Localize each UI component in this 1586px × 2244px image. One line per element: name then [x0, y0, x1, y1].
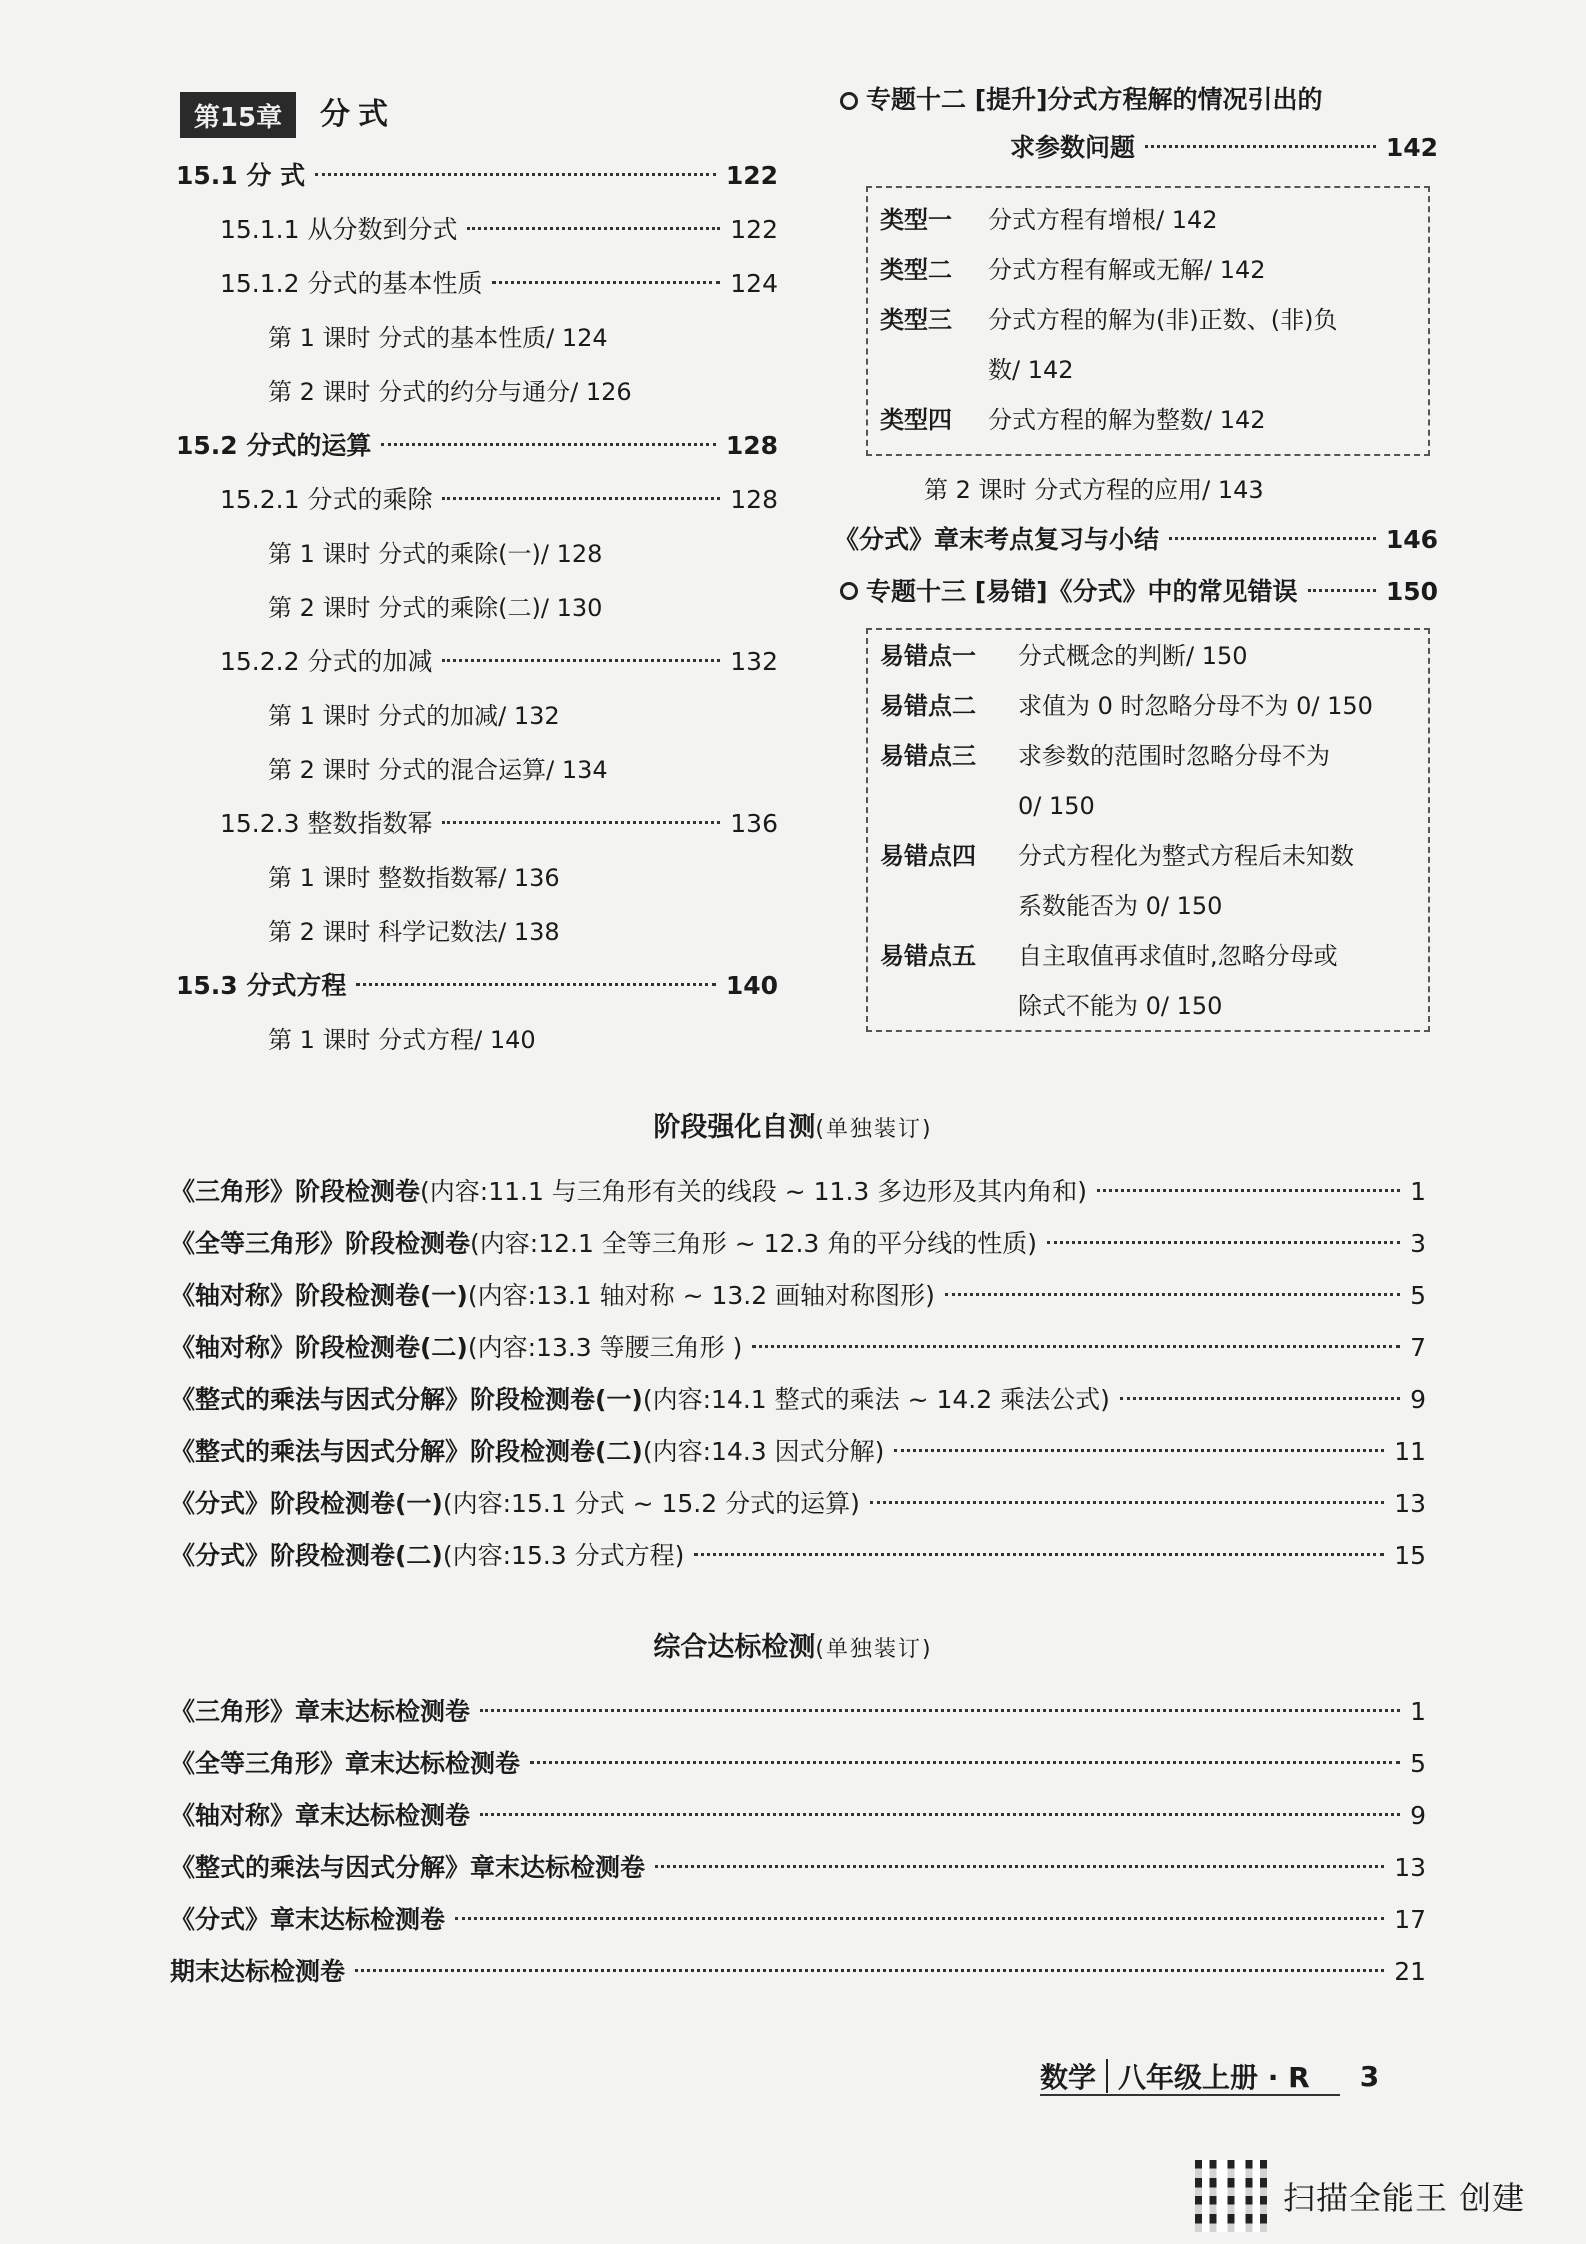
footer-underline	[1040, 2094, 1340, 2096]
toc-lesson[interactable]: 第 2 课时 分式的乘除(二)/ 130	[268, 594, 603, 622]
error-item[interactable]: 易错点三 求参数的范围时忽略分母不为	[880, 742, 1330, 770]
toc-entry[interactable]: 15.1 分 式 122	[176, 161, 778, 190]
toc-entry[interactable]: 15.2 分式的运算 128	[176, 431, 778, 460]
toc-entry[interactable]: 15.1.2 分式的基本性质 124	[220, 269, 778, 298]
toc-entry[interactable]: 15.2.1 分式的乘除 128	[220, 485, 778, 514]
chapter-review[interactable]: 《分式》章末考点复习与小结 146	[834, 525, 1438, 554]
toc-entry[interactable]: 15.1.1 从分数到分式 122	[220, 215, 778, 244]
final-test-entry[interactable]: 《分式》章末达标检测卷 17	[170, 1905, 1426, 1934]
toc-entry[interactable]: 15.3 分式方程 140	[176, 971, 778, 1000]
error-item[interactable]: 易错点二 求值为 0 时忽略分母不为 0/ 150	[880, 692, 1373, 720]
page-footer	[1040, 2056, 1379, 2096]
section-title-comprehensive-tests: 综合达标检测(单独装订)	[653, 1632, 933, 1663]
topic-circle-icon	[840, 582, 858, 600]
stage-test-entry[interactable]: 《轴对称》阶段检测卷(二)(内容:13.3 等腰三角形 ) 7	[170, 1333, 1426, 1362]
stage-test-entry[interactable]: 《三角形》阶段检测卷(内容:11.1 与三角形有关的线段 ~ 11.3 多边形及其内角和) 1	[170, 1177, 1426, 1206]
toc-lesson[interactable]: 第 1 课时 整数指数幂/ 136	[268, 864, 560, 892]
toc-lesson[interactable]: 第 1 课时 分式的乘除(一)/ 128	[268, 540, 603, 568]
toc-lesson[interactable]: 第 2 课时 科学记数法/ 138	[268, 918, 560, 946]
toc-lesson[interactable]: 第 2 课时 分式的约分与通分/ 126	[268, 378, 632, 406]
topic-circle-icon	[840, 92, 858, 110]
type-item[interactable]: 类型三 分式方程的解为(非)正数、(非)负	[880, 306, 1338, 334]
final-test-entry[interactable]: 期末达标检测卷 21	[170, 1957, 1426, 1986]
toc-lesson[interactable]: 第 2 课时 分式的混合运算/ 134	[268, 756, 608, 784]
footer-subject: 数学	[1040, 2061, 1097, 2094]
error-item-continued: 除式不能为 0/ 150	[1018, 992, 1223, 1020]
stage-test-entry[interactable]: 《分式》阶段检测卷(二)(内容:15.3 分式方程) 15	[170, 1541, 1426, 1570]
scanner-watermark	[1195, 2160, 1525, 2232]
footer-grade: 八年级上册 · R	[1118, 2061, 1310, 2094]
type-item-continued: 数/ 142	[988, 356, 1074, 384]
type-item[interactable]: 类型四 分式方程的解为整数/ 142	[880, 406, 1266, 434]
toc-entry[interactable]: 15.2.3 整数指数幂 136	[220, 809, 778, 838]
stage-test-entry[interactable]: 《轴对称》阶段检测卷(一)(内容:13.1 轴对称 ~ 13.2 画轴对称图形) 5	[170, 1281, 1426, 1310]
toc-lesson[interactable]: 第 1 课时 分式的基本性质/ 124	[268, 324, 608, 352]
final-test-entry[interactable]: 《整式的乘法与因式分解》章末达标检测卷 13	[170, 1853, 1426, 1882]
final-test-entry[interactable]: 《全等三角形》章末达标检测卷 5	[170, 1749, 1426, 1778]
final-test-entry[interactable]: 《三角形》章末达标检测卷 1	[170, 1697, 1426, 1726]
chapter-title: 分式	[320, 97, 396, 132]
section-title-stage-tests: 阶段强化自测(单独装订)	[653, 1112, 933, 1143]
error-item[interactable]: 易错点一 分式概念的判断/ 150	[880, 642, 1248, 670]
type-item[interactable]: 类型二 分式方程有解或无解/ 142	[880, 256, 1266, 284]
error-item-continued: 系数能否为 0/ 150	[1018, 892, 1223, 920]
toc-entry[interactable]: 15.2.2 分式的加减 132	[220, 647, 778, 676]
toc-lesson[interactable]: 第 2 课时 分式方程的应用/ 143	[924, 476, 1264, 504]
toc-lesson[interactable]: 第 1 课时 分式的加减/ 132	[268, 702, 560, 730]
watermark-text: 扫描全能王 创建	[1283, 2179, 1526, 2217]
chapter-badge: 第15章	[180, 92, 296, 138]
stage-test-entry[interactable]: 《分式》阶段检测卷(一)(内容:15.1 分式 ~ 15.2 分式的运算) 13	[170, 1489, 1426, 1518]
error-item[interactable]: 易错点四 分式方程化为整式方程后未知数	[880, 842, 1354, 870]
final-test-entry[interactable]: 《轴对称》章末达标检测卷 9	[170, 1801, 1426, 1830]
footer-divider	[1106, 2059, 1108, 2093]
topic-12-subtitle[interactable]: 求参数问题 142	[1010, 133, 1438, 162]
qr-code-icon	[1195, 2160, 1267, 2232]
stage-test-entry[interactable]: 《整式的乘法与因式分解》阶段检测卷(一)(内容:14.1 整式的乘法 ~ 14.2 乘法公式) 9	[170, 1385, 1426, 1414]
page-number: 3	[1359, 2059, 1380, 2093]
topic-12-title[interactable]: 专题十二 [提升]分式方程解的情况引出的	[840, 80, 1323, 120]
topic-13-title[interactable]: 专题十三 [易错]《分式》中的常见错误 150	[840, 572, 1438, 612]
error-item[interactable]: 易错点五 自主取值再求值时,忽略分母或	[880, 942, 1338, 970]
type-item[interactable]: 类型一 分式方程有增根/ 142	[880, 206, 1218, 234]
stage-test-entry[interactable]: 《全等三角形》阶段检测卷(内容:12.1 全等三角形 ~ 12.3 角的平分线的性质) 3	[170, 1229, 1426, 1258]
stage-test-entry[interactable]: 《整式的乘法与因式分解》阶段检测卷(二)(内容:14.3 因式分解) 11	[170, 1437, 1426, 1466]
toc-lesson[interactable]: 第 1 课时 分式方程/ 140	[268, 1026, 536, 1054]
error-item-continued: 0/ 150	[1018, 792, 1095, 820]
